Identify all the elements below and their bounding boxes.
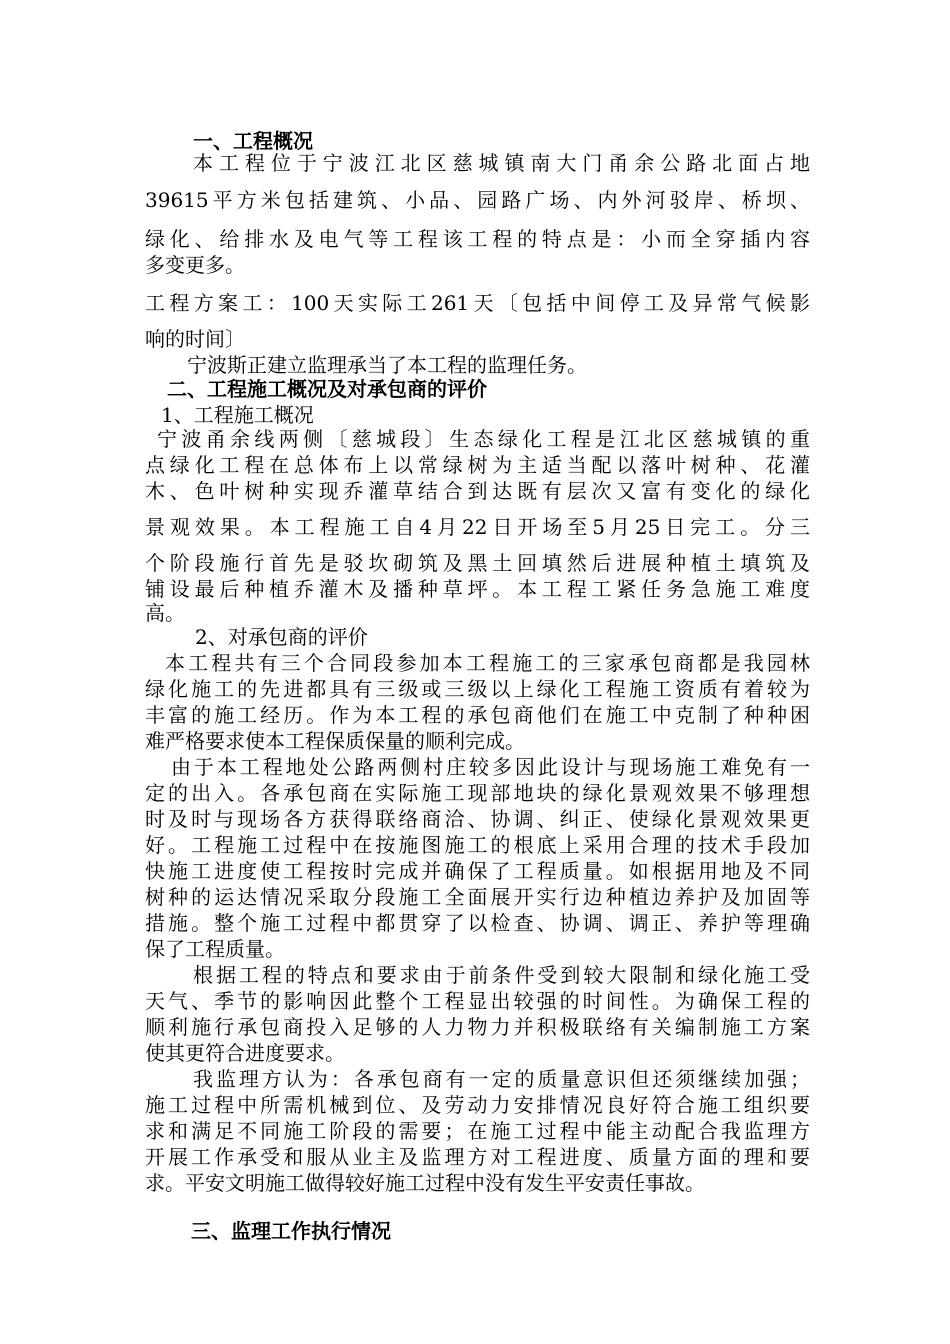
text-line: 使其更符合进度要求。 [145, 1041, 345, 1065]
text-line: 绿化施工的先进都具有三级或三级以上绿化工程施工资质有着较为 [145, 677, 810, 701]
text-line: 天气、季节的影响因此整个工程显出较强的时间性。为确保工程的 [145, 989, 810, 1013]
text-line: 宁波甬余线两侧〔慈城段〕生态绿化工程是江北区慈城镇的重 [157, 427, 810, 451]
text-line: 1、工程施工概况 [161, 403, 314, 427]
text-line: 木、色叶树种实现乔灌草结合到达既有层次又富有变化的绿化 [145, 479, 810, 503]
text-line: 响的时间〕 [145, 327, 245, 351]
text-line: 措施。整个施工过程中都贯穿了以检查、协调、调正、养护等理确 [145, 911, 810, 935]
text-line: 根据工程的特点和要求由于前条件受到较大限制和绿化施工受 [193, 963, 810, 987]
text-line: 工程方案工：100天实际工261天〔包括中间停工及异常气候影 [145, 291, 810, 315]
text-line: 树种的运达情况采取分段施工全面展开实行边种植边养护及加固等 [145, 885, 810, 909]
text-line: 丰富的施工经历。作为本工程的承包商他们在施工中克制了种种困 [145, 703, 810, 727]
section-heading: 二、工程施工概况及对承包商的评价 [167, 377, 487, 401]
text-line: 由于本工程地处公路两侧村庄较多因此设计与现场施工难免有一 [171, 755, 810, 779]
text-line: 顺利施行承包商投入足够的人力物力并积极联络有关编制施工方案 [145, 1015, 810, 1039]
text-line: 时及时与现场各方获得联络商洽、协调、纠正、使绿化景观效果更 [145, 807, 810, 831]
text-line: 2、对承包商的评价 [195, 625, 368, 649]
text-line: 39615平方米包括建筑、小品、园路广场、内外河驳岸、桥坝、 [145, 188, 810, 212]
text-line: 定的出入。各承包商在实际施工现部地块的绿化景观效果不够理想 [145, 781, 810, 805]
text-line: 快施工进度使工程按时完成并确保了工程质量。如根据用地及不同 [145, 859, 810, 883]
text-line: 景观效果。本工程施工自4月22日开场至5月25日完工。分三 [145, 515, 810, 539]
text-line: 求和满足不同施工阶段的需要；在施工过程中能主动配合我监理方 [145, 1119, 810, 1143]
text-line: 宁波斯正建立监理承当了本工程的监理任务。 [187, 353, 587, 377]
text-line: 本工程共有三个合同段参加本工程施工的三家承包商都是我园林 [165, 651, 810, 675]
text-line: 好。工程施工过程中在按施图施工的根底上采用合理的技术手段加 [145, 833, 810, 857]
text-line: 点绿化工程在总体布上以常绿树为主适当配以落叶树种、花灌 [145, 453, 810, 477]
section-heading: 三、监理工作执行情况 [191, 1219, 391, 1243]
text-line: 开展工作承受和服从业主及监理方对工程进度、质量方面的理和要 [145, 1145, 810, 1169]
text-line: 保了工程质量。 [145, 937, 285, 961]
text-line: 本工程位于宁波江北区慈城镇南大门甬余公路北面占地 [193, 151, 810, 175]
text-line: 求。平安文明施工做得较好施工过程中没有发生平安责任事故。 [145, 1171, 705, 1195]
text-line: 多变更多。 [145, 253, 245, 277]
text-line: 高。 [145, 601, 185, 625]
section-heading: 一、工程概况 [193, 129, 313, 153]
text-line: 难严格要求使本工程保质保量的顺利完成。 [145, 729, 525, 753]
text-line: 我监理方认为：各承包商有一定的质量意识但还须继续加强； [193, 1067, 810, 1091]
text-line: 施工过程中所需机械到位、及劳动力安排情况良好符合施工组织要 [145, 1093, 810, 1117]
text-line: 个阶段施行首先是驳坎砌筑及黑土回填然后进展种植土填筑及 [145, 551, 810, 575]
text-line: 绿化、给排水及电气等工程该工程的特点是：小而全穿插内容 [145, 227, 810, 251]
text-line: 铺设最后种植乔灌木及播种草坪。本工程工紧任务急施工难度 [145, 577, 810, 601]
